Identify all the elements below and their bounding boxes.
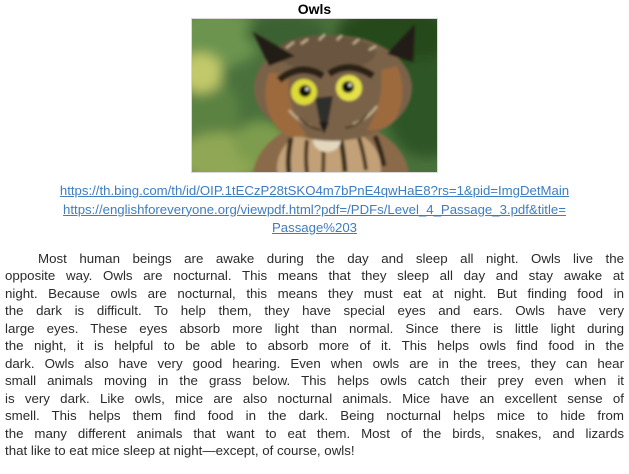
passage-line: the many different animals that want to eat them. Most of the birds, snakes, and lizards	[5, 425, 624, 441]
passage-line: that like to eat mice sleep at night—except, of course, owls!	[5, 443, 355, 458]
passage-line: opposite way. Owls are nocturnal. This means that they sleep all day and stay awake at	[5, 268, 624, 283]
passage-text	[0, 250, 629, 460]
passage-line: Most human beings are awake during the day and sleep all night. Owls live the	[38, 250, 624, 266]
passage-line: night. Because owls are nocturnal, this means they must eat at night. But finding food in	[5, 285, 624, 301]
passage-line: dark. Owls also have very good hearing. Even when owls are in the trees, they can hear	[5, 355, 624, 371]
page-title: Owls	[297, 1, 332, 17]
owl-photo	[191, 18, 438, 173]
passage-line: small animals moving in the grass below. This helps owls catch their prey even when it	[5, 373, 624, 388]
passage-line: is very dark. Like owls, mice are also nocturnal animals. Mice have an excellent sense of	[5, 390, 624, 406]
passage-line: the dark is difficult. To help them, they have special eyes and ears. Owls have very	[5, 303, 624, 318]
image-source-link-text[interactable]: https://th.bing.com/th/id/OIP.1tECzP28tSKO4m7bPnE4qwHaE8?rs=1&pid=ImgDetMain	[59, 183, 570, 198]
passage-source-link[interactable]	[0, 201, 629, 238]
passage-line: large eyes. These eyes absorb more light than normal. Since there is little light during	[5, 320, 624, 336]
source-links	[0, 182, 629, 238]
passage-line: smell. This helps them find food in the dark. Being nocturnal helps mice to hide from	[5, 408, 624, 423]
image-source-link[interactable]	[0, 182, 629, 201]
passage-line: the night, it is helpful to be able to absorb more of it. This helps owls find food in the	[5, 338, 624, 353]
passage-source-link-line-2[interactable]: Passage%203	[271, 220, 358, 235]
passage-source-link-line-1[interactable]: https://englishforeveryone.org/viewpdf.html?pdf=/PDFs/Level_4_Passage_3.pdf&title=	[63, 201, 566, 217]
